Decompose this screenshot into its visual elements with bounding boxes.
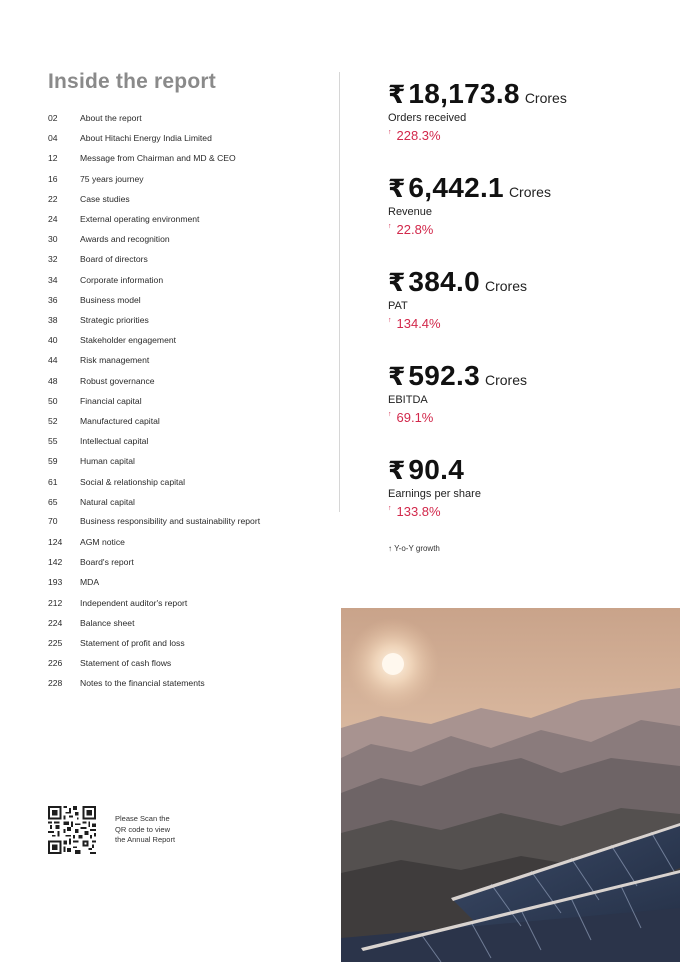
growth-footnote: ↑ Y-o-Y growth (388, 544, 440, 553)
metric-pat (388, 266, 668, 360)
toc-item[interactable] (48, 229, 328, 249)
qr-caption-line: QR code to view (115, 824, 171, 834)
arrow-up-icon: ↑ (388, 411, 392, 418)
toc-item-label: Board of directors (80, 254, 148, 265)
metric-growth (388, 128, 668, 143)
metric-value (388, 172, 668, 204)
toc-item[interactable] (48, 613, 328, 633)
toc-item[interactable] (48, 350, 328, 370)
toc-item-label: Statement of profit and loss (80, 638, 185, 649)
toc-item-label: Board's report (80, 557, 134, 568)
toc-page-number: 225 (48, 638, 63, 649)
toc-page-number: 24 (48, 214, 58, 225)
rupee-symbol: ₹ (388, 269, 406, 297)
toc-item-label: Independent auditor's report (80, 597, 188, 608)
toc-item-label: Natural capital (80, 496, 135, 507)
rupee-symbol: ₹ (388, 81, 406, 109)
toc-page-number: 22 (48, 193, 58, 204)
metric-amount: 592.3 (408, 360, 480, 391)
qr-block (48, 806, 215, 854)
toc-item[interactable] (48, 108, 328, 128)
toc-page-number: 50 (48, 395, 58, 406)
metric-value (388, 454, 668, 486)
toc-item-label: Business model (80, 294, 141, 305)
growth-value: 228.3% (396, 128, 441, 143)
qr-caption (115, 814, 215, 846)
toc-page-number: 224 (48, 617, 63, 628)
toc-item-label: Stakeholder engagement (80, 335, 177, 346)
toc-item-label: Intellectual capital (80, 436, 149, 447)
toc-page-number: 226 (48, 658, 63, 669)
toc-item-label: Social & relationship capital (80, 476, 186, 487)
metric-label: PAT (388, 300, 408, 312)
metric-label: EBITDA (388, 394, 428, 406)
arrow-up-icon: ↑ (388, 129, 392, 136)
toc-item[interactable] (48, 633, 328, 653)
toc-page-number: 59 (48, 456, 58, 467)
toc-page-number: 55 (48, 436, 58, 447)
metric-amount: 18,173.8 (408, 78, 520, 109)
toc-page-number: 34 (48, 274, 58, 285)
toc-page-number: 52 (48, 416, 58, 427)
metric-growth (388, 410, 668, 425)
toc-item[interactable] (48, 451, 328, 471)
toc-item-label: About Hitachi Energy India Limited (80, 133, 212, 144)
toc-item[interactable] (48, 572, 328, 592)
metric-value (388, 266, 668, 298)
toc-item[interactable] (48, 532, 328, 552)
toc-item-label: Awards and recognition (80, 234, 170, 245)
growth-value: 22.8% (396, 222, 434, 237)
toc-page-number: 61 (48, 476, 58, 487)
toc-page-number: 70 (48, 516, 58, 527)
metric-growth (388, 222, 668, 237)
toc-item-label: MDA (80, 577, 100, 588)
toc-item-label: Business responsibility and sustainability report (80, 516, 261, 527)
toc-item[interactable] (48, 270, 328, 290)
qr-caption-line: the Annual Report (115, 835, 176, 845)
toc-item[interactable] (48, 330, 328, 350)
toc-page-number: 02 (48, 113, 58, 123)
toc-title: Inside the report (48, 70, 216, 93)
landscape-solar-photo (341, 608, 680, 962)
toc-item[interactable] (48, 492, 328, 512)
toc-page-number: 228 (48, 678, 63, 689)
toc-item-label: Balance sheet (80, 617, 135, 628)
table-of-contents (48, 70, 328, 694)
toc-item-label: Statement of cash flows (80, 658, 172, 669)
toc-item-label: Human capital (80, 456, 135, 467)
toc-item[interactable] (48, 411, 328, 431)
arrow-up-icon: ↑ (388, 505, 392, 512)
toc-page-number: 38 (48, 315, 58, 326)
metric-unit: Crores (508, 184, 551, 200)
qr-caption-line: Please Scan the (115, 814, 170, 824)
toc-item-label: Risk management (80, 355, 150, 366)
metric-amount: 90.4 (408, 454, 465, 485)
toc-page-number: 16 (48, 173, 58, 184)
toc-item[interactable] (48, 391, 328, 411)
arrow-up-icon: ↑ (388, 317, 392, 324)
toc-item[interactable] (48, 653, 328, 673)
metric-amount: 384.0 (408, 266, 480, 297)
metric-unit: Crores (524, 90, 567, 106)
column-divider (339, 72, 340, 512)
toc-page-number: 212 (48, 597, 63, 608)
toc-item-label: External operating environment (80, 214, 200, 225)
rupee-symbol: ₹ (388, 363, 406, 391)
growth-value: 69.1% (396, 410, 434, 425)
toc-item-label: Strategic priorities (80, 315, 149, 326)
growth-value: 133.8% (396, 504, 441, 519)
toc-item-label: Notes to the financial statements (80, 678, 205, 689)
toc-item[interactable] (48, 371, 328, 391)
toc-item[interactable] (48, 148, 328, 168)
metric-label: Earnings per share (388, 488, 481, 500)
toc-item[interactable] (48, 431, 328, 451)
metric-unit: Crores (484, 278, 527, 294)
toc-page-number: 40 (48, 335, 58, 346)
toc-item[interactable] (48, 209, 328, 229)
toc-item-label: AGM notice (80, 537, 125, 548)
toc-item-label: Message from Chairman and MD & CEO (80, 153, 236, 164)
toc-item[interactable] (48, 472, 328, 492)
qr-code-icon[interactable] (48, 806, 96, 854)
metric-growth (388, 316, 668, 331)
metric-revenue (388, 172, 668, 266)
toc-page-number: 12 (48, 153, 58, 164)
toc-page-number: 04 (48, 133, 58, 144)
toc-page-number: 36 (48, 294, 58, 305)
toc-item[interactable] (48, 593, 328, 613)
toc-item-label: About the report (80, 113, 142, 123)
rupee-symbol: ₹ (388, 175, 406, 203)
toc-page-number: 32 (48, 254, 58, 265)
metric-growth (388, 504, 668, 519)
toc-page-number: 65 (48, 496, 58, 507)
metric-eps (388, 454, 668, 548)
toc-item-label: Robust governance (80, 375, 155, 386)
metric-value (388, 360, 668, 392)
toc-item[interactable] (48, 169, 328, 189)
metric-orders-received (388, 78, 668, 172)
arrow-up-icon: ↑ (388, 223, 392, 230)
toc-item-label: Corporate information (80, 274, 164, 285)
metric-unit: Crores (484, 372, 527, 388)
toc-item[interactable] (48, 290, 328, 310)
toc-page-number: 44 (48, 355, 58, 366)
toc-item-label: Manufactured capital (80, 416, 160, 427)
toc-page-number: 193 (48, 577, 63, 588)
toc-item[interactable] (48, 673, 328, 693)
toc-item-label: Case studies (80, 193, 130, 204)
toc-page-number: 124 (48, 537, 63, 548)
toc-page-number: 142 (48, 557, 63, 568)
toc-item[interactable] (48, 189, 328, 209)
metric-value (388, 78, 668, 110)
toc-item-label: 75 years journey (80, 173, 144, 184)
toc-page-number: 30 (48, 234, 58, 245)
rupee-symbol: ₹ (388, 457, 406, 485)
toc-list (48, 108, 328, 694)
toc-item[interactable] (48, 512, 328, 532)
growth-value: 134.4% (396, 316, 441, 331)
toc-item-label: Financial capital (80, 395, 142, 406)
landscape-illustration (341, 608, 680, 962)
key-metrics (388, 78, 668, 553)
toc-item[interactable] (48, 310, 328, 330)
toc-item[interactable] (48, 552, 328, 572)
metric-label: Orders received (388, 112, 467, 124)
metric-amount: 6,442.1 (408, 172, 504, 203)
toc-item[interactable] (48, 128, 328, 148)
metric-label: Revenue (388, 206, 433, 218)
toc-item[interactable] (48, 249, 328, 269)
toc-page-number: 48 (48, 375, 58, 386)
metric-ebitda (388, 360, 668, 454)
